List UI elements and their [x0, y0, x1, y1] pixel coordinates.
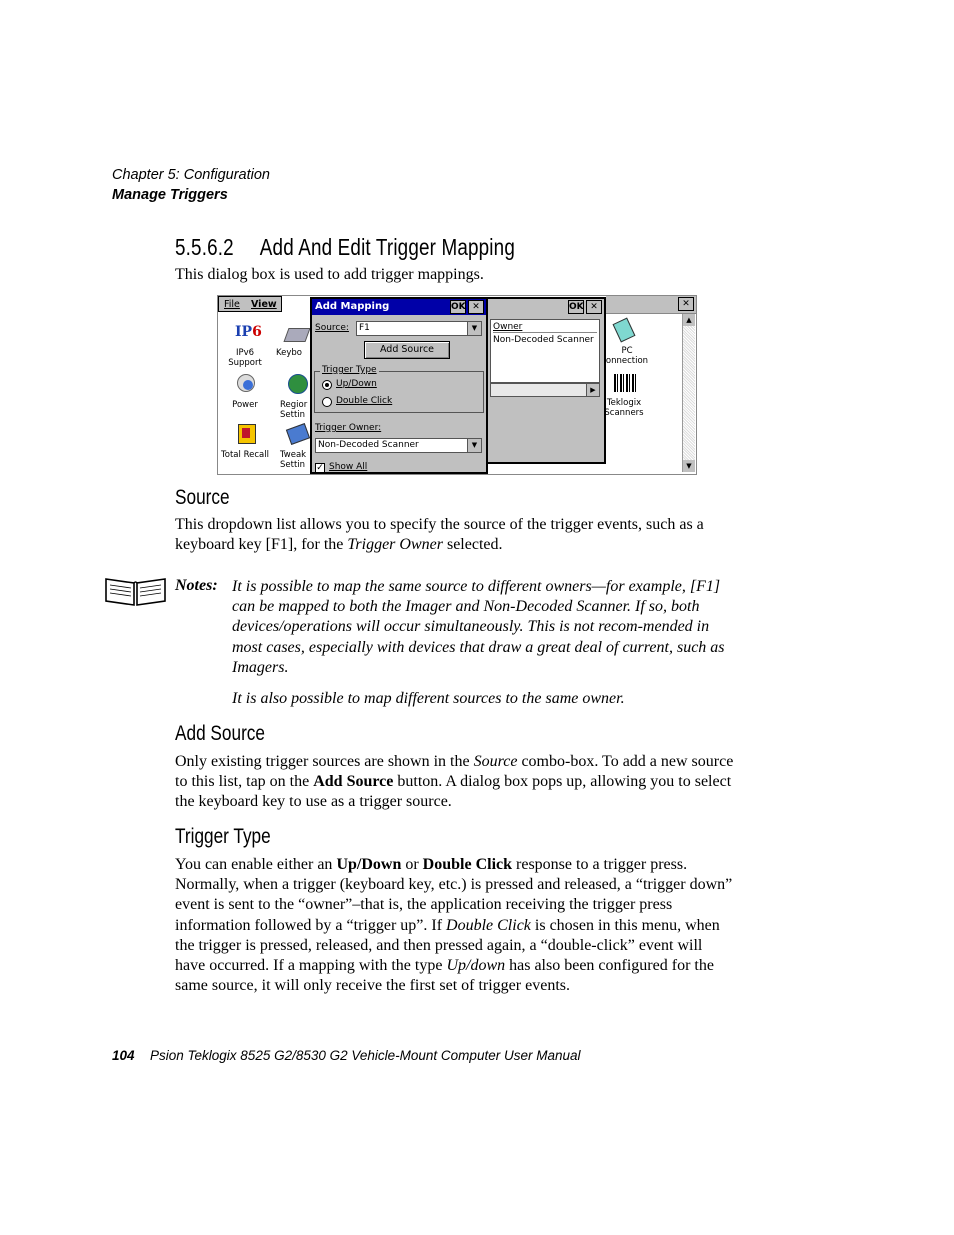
section-header: Manage Triggers	[112, 187, 228, 203]
owner-window	[486, 297, 606, 464]
ipv6-label: IPv6 Support	[228, 348, 262, 368]
trigger-type-heading: Trigger Type	[175, 825, 271, 848]
horizontal-scrollbar[interactable]	[490, 383, 600, 397]
source-text: This dropdown list allows you to specify the source of the trigger events, such as a keyboard key [F1], for the	[175, 516, 704, 554]
radio-doubleclick-label: Double Click	[336, 396, 393, 406]
menu-view[interactable]: View	[251, 299, 277, 310]
trigger-type-italic-2: Up/down	[446, 957, 506, 975]
power-icon[interactable]	[233, 372, 259, 396]
tweaks-label: Tweak Settin	[280, 450, 307, 470]
dialog-ok-button[interactable]: OK	[451, 302, 466, 312]
source-combo[interactable]	[356, 321, 482, 336]
add-source-button[interactable]: Add Source	[364, 341, 450, 359]
scroll-up-icon[interactable]: ▲	[683, 314, 695, 326]
source-value: F1	[359, 323, 370, 333]
trigger-owner-combo[interactable]	[315, 438, 482, 453]
scroll-down-icon[interactable]: ▼	[683, 460, 695, 472]
menu-bar	[218, 296, 282, 312]
total-recall-icon[interactable]	[233, 422, 259, 446]
teklogix-scanners-icon[interactable]	[614, 372, 640, 396]
trigger-type-text-3: response to a trigger press. Normally, when a trigger (keyboard key, etc.) is pressed and released, a “trigger down” event is sent to the “owner”–that is, the application receiving the trigger press information followed by a “trigger up”. If	[175, 856, 733, 934]
trigger-type-italic-1: Double Click	[446, 916, 531, 934]
add-mapping-dialog	[310, 297, 488, 474]
owner-ok-button[interactable]: OK	[569, 302, 584, 312]
keyboard-label: Keybo	[276, 348, 303, 358]
trigger-type-text-5: has also been configured for the same source, it will only receive the first set of trigger events.	[175, 957, 714, 995]
owner-list[interactable]	[490, 319, 600, 383]
trigger-type-group	[314, 365, 484, 413]
trigger-type-text-4: is chosen in this menu, when the trigger is pressed, released, and then pressed again, a “double-click” event will have occurred. If a mapping with the type	[175, 916, 720, 975]
dialog-title: Add Mapping	[315, 301, 390, 312]
list-item[interactable]: Non-Decoded Scanner	[493, 335, 594, 345]
add-mapping-screenshot	[217, 295, 697, 475]
add-source-text-3: button. A dialog box pops up, allowing you to select the keyboard key to use as a trigger source.	[175, 773, 732, 811]
intro-text: This dialog box is used to add trigger mappings.	[175, 266, 484, 283]
vertical-scrollbar[interactable]	[682, 314, 695, 472]
trigger-type-bold-2: Double Click	[422, 856, 513, 873]
power-label: Power	[232, 400, 258, 410]
source-label: Source:	[315, 323, 349, 333]
regional-settings-icon[interactable]	[284, 372, 310, 396]
dialog-titlebar	[312, 299, 486, 315]
radio-doubleclick[interactable]	[322, 397, 332, 407]
footer-title: Psion Teklogix 8525 G2/8530 G2 Vehicle-Mount Computer User Manual	[150, 1048, 581, 1063]
ipv6-icon[interactable]: IP6	[235, 324, 262, 340]
add-source-paragraph	[175, 752, 735, 813]
menu-file[interactable]: File	[224, 299, 240, 310]
tweaks-icon[interactable]	[284, 422, 310, 446]
source-heading: Source	[175, 486, 230, 509]
page-number: 104	[112, 1048, 135, 1063]
pc-connection-icon[interactable]	[612, 318, 638, 342]
right-titlebar	[606, 296, 696, 314]
notes-paragraph-1: It is possible to map the same source to different owners—for example, [F1] can be mapped to both the Imager and Non-Decoded Scanner. If so, both devices/operations will occur simultaneously. This is not recom-mended in most cases, especially with devices that draw a great deal of current, such as Imagers.	[232, 578, 725, 676]
right-window	[606, 296, 696, 474]
add-source-heading: Add Source	[175, 722, 265, 745]
trigger-type-label: Trigger Type	[322, 365, 377, 375]
radio-updown-label: Up/Down	[336, 379, 377, 389]
chevron-down-icon[interactable]: ▼	[467, 439, 481, 452]
source-text-italic: Trigger Owner	[347, 536, 443, 554]
source-paragraph	[175, 515, 735, 555]
owner-close-button[interactable]: ✕	[586, 300, 602, 314]
show-all-label: Show All	[329, 462, 368, 472]
chevron-down-icon[interactable]: ▼	[467, 322, 481, 335]
source-text-end: selected.	[442, 536, 503, 554]
owner-list-header: Owner	[493, 322, 597, 333]
chapter-header: Chapter 5: Configuration	[112, 167, 270, 183]
add-source-text-2: combo-box. To add a new source to this list, tap on the	[175, 753, 734, 791]
regional-settings-label: Regior Settin	[280, 400, 308, 420]
dialog-close-button[interactable]: ✕	[468, 300, 484, 314]
trigger-type-text: You can enable either an	[175, 856, 337, 873]
radio-updown[interactable]	[322, 380, 332, 390]
show-all-checkbox[interactable]: ✓	[316, 463, 324, 473]
add-source-italic: Source	[473, 753, 518, 770]
add-source-text: Only existing trigger sources are shown in the	[175, 753, 474, 770]
pc-connection-label: PC onnection	[605, 346, 649, 366]
notes-paragraph-2: It is also possible to map different sources to the same owner.	[232, 690, 625, 707]
scroll-right-icon[interactable]: ▶	[586, 384, 599, 396]
section-title: 5.5.6.2 Add And Edit Trigger Mapping	[175, 234, 515, 260]
trigger-owner-value: Non-Decoded Scanner	[318, 440, 419, 450]
right-close-button[interactable]: ✕	[678, 297, 694, 311]
total-recall-label: Total Recall	[221, 450, 269, 460]
book-icon	[104, 575, 167, 607]
teklogix-scanners-label: Teklogix Scanners	[604, 398, 644, 418]
trigger-type-paragraph	[175, 855, 735, 996]
keyboard-icon[interactable]	[284, 322, 310, 346]
add-source-bold: Add Source	[313, 773, 394, 791]
trigger-type-text-2: or	[401, 856, 423, 873]
trigger-owner-label: Trigger Owner:	[315, 423, 382, 433]
trigger-type-bold-1: Up/Down	[336, 856, 402, 873]
notes-label: Notes:	[175, 577, 218, 594]
owner-titlebar	[488, 299, 604, 315]
